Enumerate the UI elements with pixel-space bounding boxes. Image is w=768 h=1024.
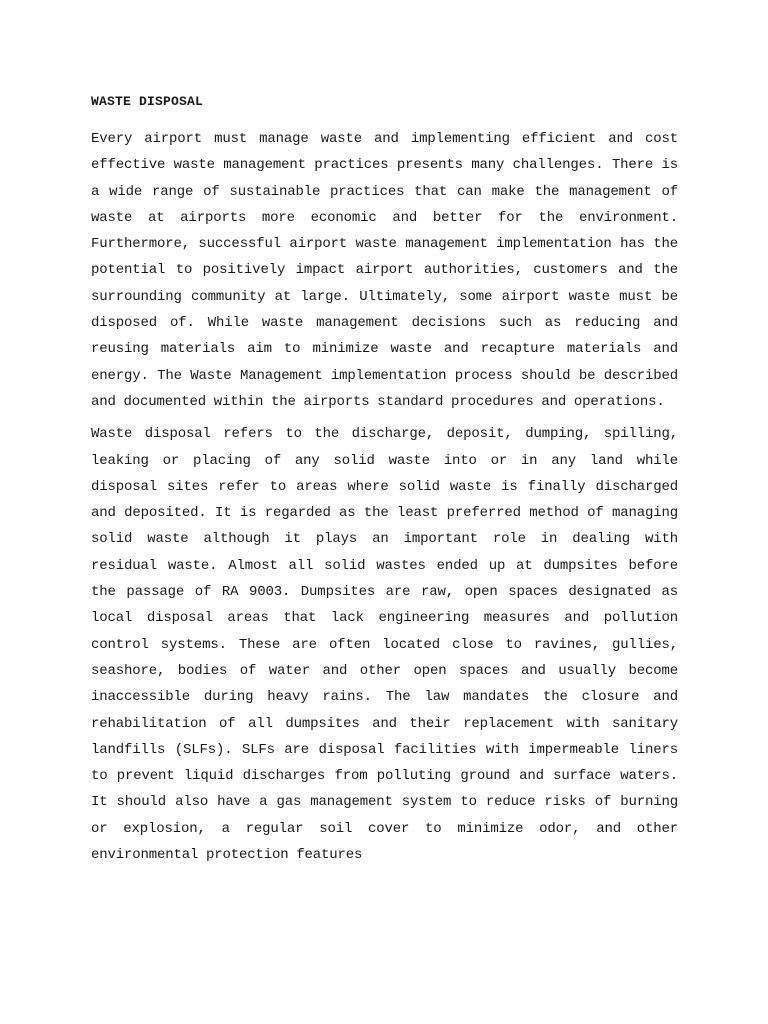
paragraph-airport-waste-management: Every airport must manage waste and implementing efficient and cost effective waste management practices presents many challenges. There is a wide range of sustainable practices that can make the management of waste at airports more economic and better for the environment. Furthermore, successful airport waste management implementation has the potential to positively impact airport authorities, customers and the surrounding community at large. Ultimately, some airport waste must be disposed of. While waste management decisions such as reducing and reusing materials aim to minimize waste and recapture materials and energy. The Waste Management implementation process should be described and documented within the airports standard procedures and operations. [91,131,678,410]
document-body [91,92,678,874]
document-title: WASTE DISPOSAL [91,94,204,109]
paragraph-waste-disposal-definition: Waste disposal refers to the discharge, deposit, dumping, spilling, leaking or placing of any solid waste into or in any land while disposal sites refer to areas where solid waste is finally discharged and deposited. It is regarded as the least preferred method of managing solid waste although it plays an important role in dealing with residual waste. Almost all solid wastes ended up at dumpsites before the passage of RA 9003. Dumpsites are raw, open spaces designated as local disposal areas that lack engineering measures and pollution control systems. These are often located close to ravines, gullies, seashore, bodies of water and other open spaces and usually become inaccessible during heavy rains. The law mandates the closure and rehabilitation of all dumpsites and their replacement with sanitary landfills (SLFs). SLFs are disposal facilities with impermeable liners to prevent liquid discharges from polluting ground and surface waters. It should also have a gas management system to reduce risks of burning or explosion, a regular soil cover to minimize odor, and other environmental protection features [91,426,678,864]
